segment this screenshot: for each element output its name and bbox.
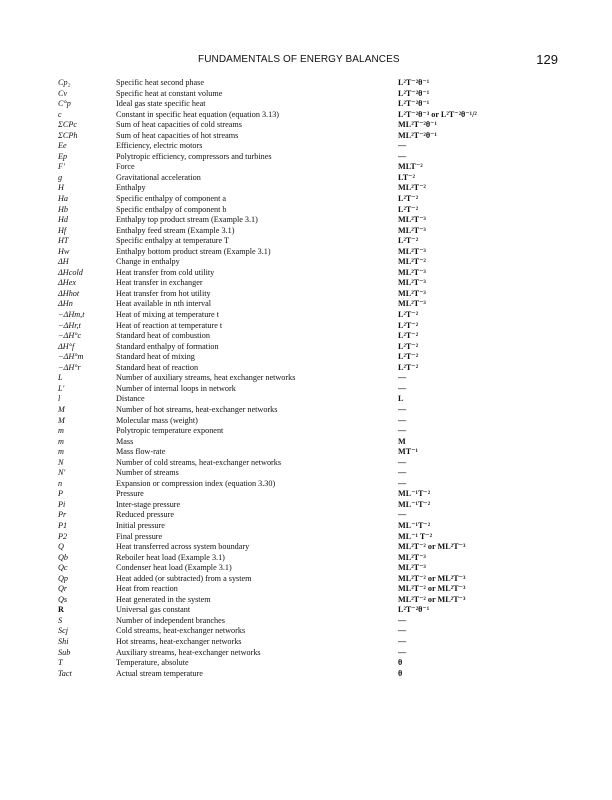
description: Temperature, absolute <box>116 658 189 668</box>
description: Number of hot streams, heat-exchanger networks <box>116 404 278 414</box>
table-row <box>58 416 563 427</box>
description: Actual stream temperature <box>116 668 203 678</box>
description: Specific enthalpy of component b <box>116 204 227 214</box>
table-row <box>58 78 563 89</box>
symbol: Ee <box>58 141 67 151</box>
description: Constant in specific heat equation (equation 3.13) <box>116 109 280 119</box>
description: Force <box>116 162 135 172</box>
description: Reboiler heat load (Example 3.1) <box>116 552 225 562</box>
description: Polytropic efficiency, compressors and turbines <box>116 151 272 161</box>
table-row <box>58 215 563 226</box>
dimensions: ML²T⁻²θ⁻¹ <box>398 120 437 130</box>
dimensions: L²T⁻²θ⁻¹ <box>398 78 430 87</box>
symbol: T <box>58 658 63 668</box>
table-row <box>58 236 563 247</box>
description: Initial pressure <box>116 520 165 530</box>
symbol: L′ <box>58 383 65 393</box>
description: Condenser heat load (Example 3.1) <box>116 563 232 573</box>
description: Expansion or compression index (equation 3.30) <box>116 478 276 488</box>
symbol: l <box>58 394 61 404</box>
table-row <box>58 257 563 268</box>
description: Specific enthalpy of component a <box>116 194 227 204</box>
table-row <box>58 363 563 374</box>
table-row <box>58 489 563 500</box>
dimensions: ML²T⁻² or ML²T⁻³ <box>398 594 466 604</box>
symbol: Cp₂ <box>58 78 71 87</box>
dimensions: — <box>398 478 407 488</box>
symbol: c <box>58 109 62 119</box>
description: Specific heat at constant volume <box>116 88 223 98</box>
symbol: n <box>58 478 63 488</box>
description: Reduced pressure <box>116 510 174 520</box>
description: Inter-stage pressure <box>116 499 181 509</box>
table-row <box>58 405 563 416</box>
table-row <box>58 542 563 553</box>
dimensions: ML⁻¹T⁻² <box>398 499 431 509</box>
dimensions: L²T⁻² <box>398 341 419 351</box>
running-head-title: FUNDAMENTALS OF ENERGY BALANCES <box>198 54 400 65</box>
table-row <box>58 247 563 258</box>
table-row <box>58 289 563 300</box>
description: Hot streams, heat-exchanger networks <box>116 636 242 646</box>
nomenclature-table <box>58 78 563 679</box>
symbol: Hw <box>58 246 70 256</box>
dimensions: — <box>398 373 407 383</box>
dimensions: MLT⁻² <box>398 162 423 172</box>
dimensions: — <box>398 468 407 478</box>
symbol: m <box>58 426 64 436</box>
table-row <box>58 373 563 384</box>
description: Distance <box>116 394 145 404</box>
table-row <box>58 563 563 574</box>
dimensions: ML²T⁻²θ⁻¹ <box>398 130 437 140</box>
symbol: ΔH <box>58 257 69 267</box>
dimensions: ML⁻¹ T⁻² <box>398 531 433 541</box>
dimensions: L²T⁻² <box>398 320 419 330</box>
description: Change in enthalpy <box>116 257 180 267</box>
dimensions: θ <box>398 668 403 678</box>
dimensions: M <box>398 436 406 446</box>
description: Final pressure <box>116 531 163 541</box>
table-row <box>58 637 563 648</box>
table-row <box>58 110 563 121</box>
table-row <box>58 426 563 437</box>
table-row <box>58 89 563 100</box>
description: Heat transfer from hot utility <box>116 288 211 298</box>
table-row <box>58 626 563 637</box>
page-number: 129 <box>536 52 558 67</box>
symbol: Sub <box>58 647 71 657</box>
symbol: ΔHhot <box>58 288 80 298</box>
table-row <box>58 658 563 669</box>
table-row <box>58 205 563 216</box>
dimensions: — <box>398 383 407 393</box>
description: Specific heat second phase <box>116 78 204 87</box>
symbol: ΔHex <box>58 278 76 288</box>
dimensions: — <box>398 151 407 161</box>
symbol: P1 <box>58 520 68 530</box>
dimensions: L <box>398 394 404 404</box>
table-row <box>58 447 563 458</box>
description: Pressure <box>116 489 144 499</box>
description: Polytropic temperature exponent <box>116 426 224 436</box>
description: Heat of mixing at temperature t <box>116 310 219 320</box>
dimensions: L²T⁻² <box>398 331 419 341</box>
table-row <box>58 500 563 511</box>
description: Standard enthalpy of formation <box>116 341 219 351</box>
symbol: L <box>58 373 63 383</box>
symbol: ΣCPh <box>58 130 78 140</box>
table-row <box>58 99 563 110</box>
table-row <box>58 595 563 606</box>
table-row <box>58 384 563 395</box>
dimensions: — <box>398 647 407 657</box>
symbol: Cv <box>58 88 68 98</box>
dimensions: ML²T⁻³ <box>398 278 426 288</box>
symbol: C°p <box>58 99 71 109</box>
table-row <box>58 648 563 659</box>
symbol: Ha <box>58 194 69 204</box>
table-row <box>58 458 563 469</box>
dimensions: L²T⁻²θ⁻¹ <box>398 88 430 98</box>
dimensions: ML²T⁻³ <box>398 563 426 573</box>
dimensions: L²T⁻²θ⁻³ or L²T⁻²θ⁻¹/² <box>398 109 477 119</box>
symbol: ΔHcold <box>58 267 83 277</box>
table-row <box>58 141 563 152</box>
symbol: Scj <box>58 626 69 636</box>
description: Specific enthalpy at temperature T <box>116 236 230 246</box>
dimensions: ML²T⁻³ <box>398 215 426 225</box>
dimensions: ML²T⁻³ <box>398 288 426 298</box>
table-row <box>58 605 563 616</box>
dimensions: — <box>398 457 407 467</box>
table-row <box>58 152 563 163</box>
symbol: Shi <box>58 636 69 646</box>
table-row <box>58 162 563 173</box>
table-row <box>58 299 563 310</box>
table-row <box>58 310 563 321</box>
description: Standard heat of combustion <box>116 331 210 341</box>
dimensions: L²T⁻² <box>398 236 419 246</box>
dimensions: ML²T⁻² <box>398 183 426 193</box>
symbol: −ΔH°c <box>58 331 82 341</box>
table-row <box>58 120 563 131</box>
table-row <box>58 268 563 279</box>
table-row <box>58 183 563 194</box>
dimensions: θ <box>398 658 403 668</box>
symbol: −ΔHr,t <box>58 320 81 330</box>
description: Ideal gas state specific heat <box>116 99 206 109</box>
dimensions: L²T⁻² <box>398 204 419 214</box>
description: Enthalpy feed stream (Example 3.1) <box>116 225 235 235</box>
symbol: F′ <box>58 162 65 172</box>
table-row <box>58 616 563 627</box>
description: Enthalpy bottom product stream (Example 3.1) <box>116 246 271 256</box>
dimensions: — <box>398 141 407 151</box>
description: Sum of heat capacities of cold streams <box>116 120 242 130</box>
description: Number of independent branches <box>116 615 225 625</box>
symbol: Q <box>58 542 64 552</box>
dimensions: L²T⁻² <box>398 310 419 320</box>
table-row <box>58 173 563 184</box>
table-row <box>58 194 563 205</box>
symbol: S <box>58 615 63 625</box>
dimensions: L²T⁻² <box>398 194 419 204</box>
symbol: N′ <box>58 468 66 478</box>
description: Cold streams, heat-exchanger networks <box>116 626 246 636</box>
table-row <box>58 394 563 405</box>
description: Mass flow-rate <box>116 447 166 457</box>
dimensions: ML⁻¹T⁻² <box>398 489 431 499</box>
description: Standard heat of mixing <box>116 352 195 362</box>
dimensions: — <box>398 510 407 520</box>
symbol: HT <box>58 236 69 246</box>
running-header <box>58 54 558 70</box>
description: Heat added (or subtracted) from a system <box>116 573 252 583</box>
symbol: Hd <box>58 215 69 225</box>
table-row <box>58 226 563 237</box>
description: Heat transfer in exchanger <box>116 278 203 288</box>
description: Universal gas constant <box>116 605 191 615</box>
dimensions: ML²T⁻³ <box>398 225 426 235</box>
symbol: Qp <box>58 573 69 583</box>
dimensions: ML²T⁻² or ML²T⁻³ <box>398 584 466 594</box>
dimensions: L²T⁻² <box>398 352 419 362</box>
symbol: P2 <box>58 531 68 541</box>
description: Number of cold streams, heat-exchanger networks <box>116 457 282 467</box>
symbol: ΔH°f <box>58 341 75 351</box>
dimensions: ML²T⁻³ <box>398 299 426 309</box>
symbol: Qc <box>58 563 68 573</box>
table-row <box>58 278 563 289</box>
dimensions: ML²T⁻³ <box>398 267 426 277</box>
dimensions: ML⁻¹T⁻² <box>398 520 431 530</box>
description: Number of auxiliary streams, heat exchanger networks <box>116 373 296 383</box>
symbol: Tact <box>58 668 72 678</box>
symbol: Qr <box>58 584 68 594</box>
description: Heat transferred across system boundary <box>116 542 250 552</box>
symbol: Pi <box>58 499 66 509</box>
dimensions: ML²T⁻³ <box>398 246 426 256</box>
symbol: −ΔH°r <box>58 362 81 372</box>
symbol: H <box>58 183 64 193</box>
table-row <box>58 352 563 363</box>
description: Heat generated in the system <box>116 594 211 604</box>
symbol: g <box>58 172 63 182</box>
symbol: ΔHn <box>58 299 73 309</box>
dimensions: — <box>398 626 407 636</box>
description: Number of internal loops in network <box>116 383 236 393</box>
symbol: Qb <box>58 552 69 562</box>
symbol: M <box>58 415 65 425</box>
description: Molecular mass (weight) <box>116 415 198 425</box>
symbol: m <box>58 436 64 446</box>
symbol: Hb <box>58 204 69 214</box>
dimensions: — <box>398 404 407 414</box>
dimensions: — <box>398 415 407 425</box>
description: Heat transfer from cold utility <box>116 267 215 277</box>
symbol: −ΔH°m <box>58 352 84 362</box>
table-row <box>58 468 563 479</box>
symbol: Hf <box>58 225 67 235</box>
description: Number of streams <box>116 468 179 478</box>
symbol: Qs <box>58 594 68 604</box>
table-row <box>58 532 563 543</box>
dimensions: LT⁻² <box>398 172 415 182</box>
symbol: N <box>58 457 64 467</box>
symbol: Pr <box>58 510 67 520</box>
description: Heat from reaction <box>116 584 178 594</box>
symbol: Ep <box>58 151 68 161</box>
symbol: −ΔHm,t <box>58 310 85 320</box>
table-row <box>58 553 563 564</box>
description: Heat available in nth interval <box>116 299 212 309</box>
dimensions: L²T⁻²θ⁻¹ <box>398 99 430 109</box>
description: Enthalpy <box>116 183 146 193</box>
dimensions: ML²T⁻² or ML²T⁻³ <box>398 573 466 583</box>
dimensions: L²T⁻²θ⁻¹ <box>398 605 430 615</box>
dimensions: MT⁻¹ <box>398 447 418 457</box>
table-row <box>58 331 563 342</box>
description: Gravitational acceleration <box>116 172 201 182</box>
table-row <box>58 131 563 142</box>
symbol: ΣCPc <box>58 120 77 130</box>
dimensions: ML²T⁻³ <box>398 552 426 562</box>
description: Efficiency, electric motors <box>116 141 203 151</box>
description: Enthalpy top product stream (Example 3.1) <box>116 215 258 225</box>
table-row <box>58 521 563 532</box>
dimensions: ML²T⁻² or ML²T⁻³ <box>398 542 466 552</box>
table-row <box>58 669 563 680</box>
table-row <box>58 584 563 595</box>
description: Sum of heat capacities of hot streams <box>116 130 239 140</box>
description: Heat of reaction at temperature t <box>116 320 223 330</box>
symbol: M <box>58 404 65 414</box>
dimensions: ML²T⁻² <box>398 257 426 267</box>
description: Standard heat of reaction <box>116 362 199 372</box>
dimensions: — <box>398 426 407 436</box>
table-row <box>58 574 563 585</box>
table-row <box>58 510 563 521</box>
symbol: R <box>58 605 64 615</box>
table-row <box>58 437 563 448</box>
dimensions: L²T⁻² <box>398 362 419 372</box>
dimensions: — <box>398 615 407 625</box>
description: Mass <box>116 436 134 446</box>
table-row <box>58 342 563 353</box>
table-row <box>58 321 563 332</box>
symbol: P <box>58 489 64 499</box>
dimensions: — <box>398 636 407 646</box>
symbol: m <box>58 447 64 457</box>
description: Auxiliary streams, heat-exchanger networks <box>116 647 261 657</box>
table-row <box>58 479 563 490</box>
